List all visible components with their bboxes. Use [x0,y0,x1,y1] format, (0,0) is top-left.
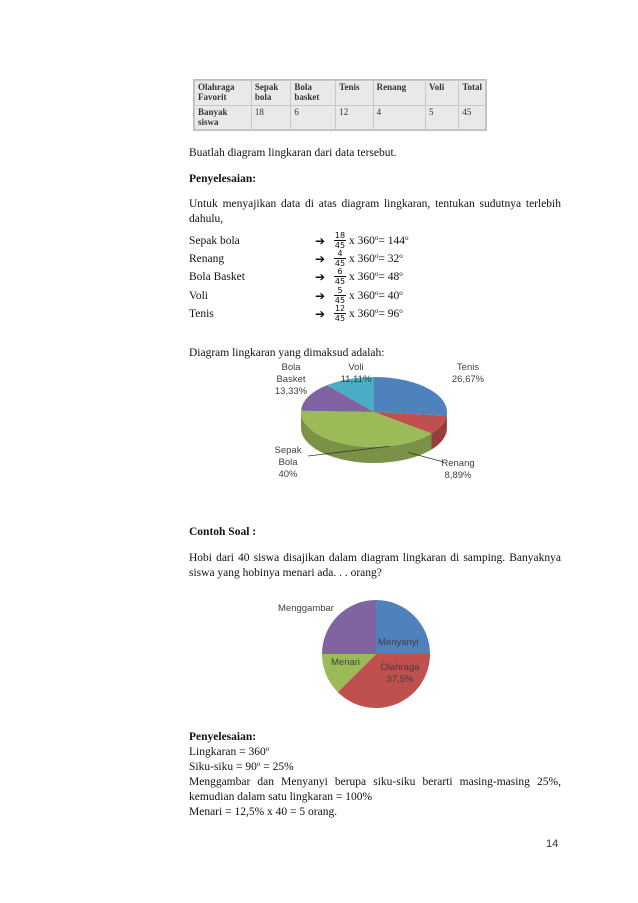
table-header-cell: Bola basket [291,81,336,106]
table-row [195,105,486,130]
arrow-icon: ➔ [315,307,326,321]
degree-sup: o [374,234,379,242]
calc-multiplier: x 360 [349,308,375,320]
table-header-cell: Sepak bola [251,81,291,106]
pie2-label-menari: Menari [331,657,361,668]
fraction-numerator: 5 [337,286,343,295]
table-cell: 5 [426,105,459,130]
calc-result: = 32 [378,253,400,265]
solution-line: Menggambar dan Menyanyi berupa siku-siku berarti masing-masing 25%, kemudian dalam satu lingkaran = 100% [189,776,561,803]
calc-row [189,268,529,286]
label-text: Bola [278,457,298,468]
degree-sup: o [374,307,379,315]
calc-result: = 144 [378,235,405,247]
fraction-denominator: 45 [334,259,346,268]
degree-sup: o [399,252,403,260]
label-value: 13,33% [274,386,308,397]
example-heading: Contoh Soal : [189,526,257,538]
label-text: Bola [281,362,301,373]
solution-text: Siku-siku = 90 [189,761,257,773]
label-text: Tenis [456,362,480,373]
table-cell: 18 [251,105,291,130]
arrow-icon: ➔ [315,289,326,303]
solution-text: = 25% [260,761,294,773]
pie1-label-tenis [438,362,498,386]
degree-sup: o [399,307,403,315]
solution-line [189,745,561,760]
degree-sup: o [256,760,261,768]
solution-heading: Penyelesaian: [189,173,257,185]
solution2-heading: Penyelesaian: [189,731,257,743]
degree-sup: o [265,745,270,753]
pie2-label-menggambar: Menggambar [278,603,334,614]
pie2-label-menyanyi: Menyanyi [378,637,419,648]
fraction [333,268,347,286]
pie1-label-renang [428,458,488,482]
label-value: 37,5% [386,674,414,685]
calc-result: = 40 [378,290,400,302]
fraction [333,305,347,323]
solution-text: Lingkaran = 360 [189,746,266,758]
calc-label: Sepak bola [189,235,240,247]
fraction [333,232,347,250]
calc-result: = 48 [378,271,400,283]
label-text: Olahraga [380,662,420,673]
table-header-cell: Total [459,81,486,106]
solution-line: Menari = 12,5% x 40 = 5 orang. [189,806,338,818]
label-value: 26,67% [451,374,485,385]
arrow-icon: ➔ [315,270,326,284]
table-header-cell: Voli [426,81,459,106]
calc-row [189,232,529,250]
calc-expression [349,271,403,283]
pie1-label-voli [331,362,381,386]
calc-result: = 96 [378,308,400,320]
fraction-denominator: 45 [334,296,346,305]
degree-sup: o [374,270,379,278]
fraction-numerator: 18 [334,231,346,240]
calc-expression [349,235,409,247]
solution2-body [189,745,561,820]
degree-sup: o [399,289,403,297]
calc-row [189,305,529,323]
fraction-numerator: 12 [334,304,346,313]
table-header-row [195,81,486,106]
label-value: 8,89% [444,470,472,481]
calc-row [189,250,529,268]
pie1-label-sepak-bola [263,445,313,481]
table-header-cell: Tenis [336,81,373,106]
label-text: Sepak [274,445,302,456]
pie2-label-olahraga [375,662,425,686]
calc-label: Tenis [189,308,214,320]
calc-multiplier: x 360 [349,253,375,265]
calc-label: Bola Basket [189,271,245,283]
arrow-icon: ➔ [315,234,326,248]
calc-label: Voli [189,290,208,302]
arrow-icon: ➔ [315,252,326,266]
fraction-denominator: 45 [334,241,346,250]
page-number: 14 [546,838,559,850]
table-row-label: Banyak siswa [195,105,252,130]
pie1-label-bola-basket [266,362,316,398]
solution-line [189,760,561,775]
degree-sup: o [405,234,409,242]
fraction-numerator: 4 [337,249,343,258]
fraction-denominator: 45 [334,314,346,323]
data-table [193,79,487,131]
calc-expression [349,308,403,320]
calc-expression [349,253,403,265]
label-text: Voli [348,362,364,373]
table-header-cell: Olahraga Favorit [195,81,252,106]
table-cell: 6 [291,105,336,130]
fraction-denominator: 45 [334,277,346,286]
pie-chart-hobi [320,598,432,710]
degree-sup: o [374,252,379,260]
table-cell: 4 [373,105,425,130]
table-cell: 45 [459,105,486,130]
fraction [333,287,347,305]
calc-label: Renang [189,253,225,265]
table-cell: 12 [336,105,373,130]
label-value: 40% [278,469,298,480]
calc-expression [349,290,403,302]
diagram-caption: Diagram lingkaran yang dimaksud adalah: [189,347,385,359]
degree-sup: o [374,289,379,297]
degree-sup: o [399,270,403,278]
calc-multiplier: x 360 [349,290,375,302]
instruction-text: Buatlah diagram lingkaran dari data tersebut. [189,147,397,159]
label-value: 11,11% [340,374,372,385]
fraction [333,250,347,268]
calc-row [189,287,529,305]
intro-paragraph: Untuk menyajikan data di atas diagram lingkaran, tentukan sudutnya terlebih dahulu, [189,198,561,225]
pie3d-slice-tenis [374,377,447,416]
example-question: Hobi dari 40 siswa disajikan dalam diagram lingkaran di samping. Banyaknya siswa yang hobinya menari ada. . . orang? [189,552,561,579]
calc-multiplier: x 360 [349,235,375,247]
fraction-numerator: 6 [337,267,343,276]
label-text: Basket [276,374,306,385]
table-header-cell: Renang [373,81,425,106]
calc-multiplier: x 360 [349,271,375,283]
label-text: Renang [441,458,475,469]
